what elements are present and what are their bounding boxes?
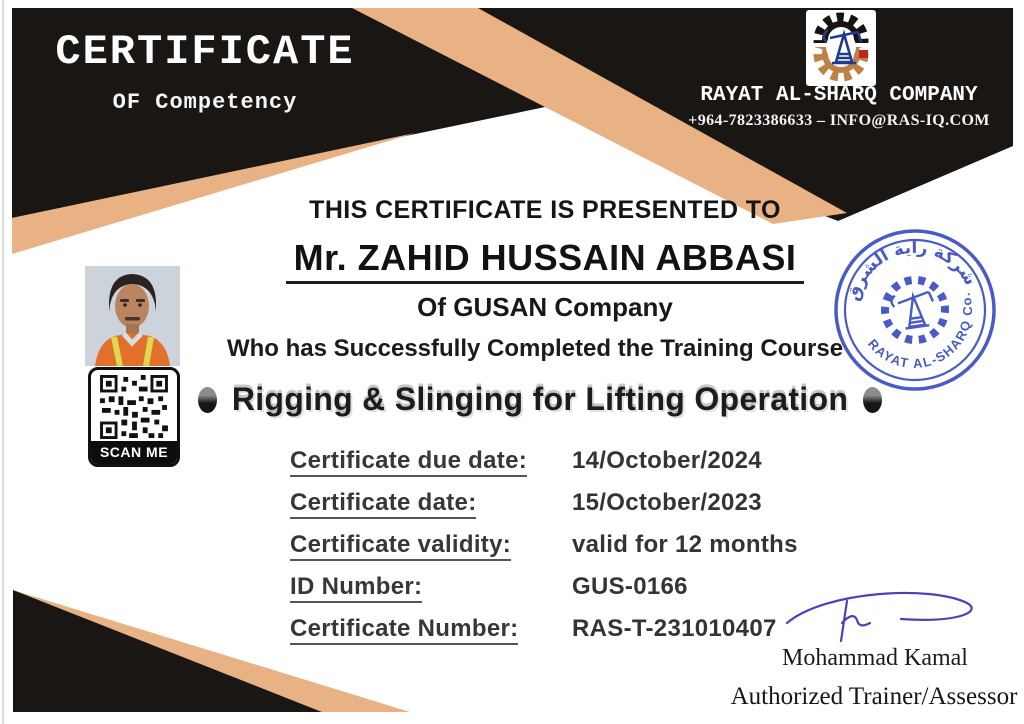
detail-label: Certificate date:	[290, 489, 572, 517]
certificate-details	[290, 447, 850, 657]
signer-name: Mohammad Kamal	[782, 645, 968, 671]
stamp-latin-text: RAYAT AL-SHARQ Co.	[864, 289, 976, 372]
detail-value: GUS-0166	[572, 573, 688, 600]
recipient-name-text: Mr. ZAHID HUSSAIN ABBASI	[286, 237, 805, 284]
detail-label: Certificate validity:	[290, 531, 572, 559]
course-title: Rigging & Slinging for Lifting Operation	[231, 381, 849, 417]
signer-role: Authorized Trainer/Assessor	[730, 683, 1018, 710]
stamp-arabic-text: شركة راية الشرق	[843, 237, 981, 304]
qr-scan-me-label: SCAN ME	[91, 441, 177, 464]
gear-pumpjack-icon	[806, 10, 876, 86]
detail-label: ID Number:	[290, 573, 572, 601]
recipient-company-line: Of GUSAN Company	[417, 292, 673, 322]
company-logo	[806, 10, 876, 86]
certificate-subtitle: OF Competency	[112, 90, 298, 115]
stamp-gear-icon	[881, 276, 949, 344]
signature-handwriting	[775, 583, 1000, 648]
company-stamp	[820, 215, 1010, 405]
completion-line: Who has Successfully Completed the Training Course	[226, 335, 844, 362]
detail-label: Certificate Number:	[290, 615, 572, 643]
presented-to-line: THIS CERTIFICATE IS PRESENTED TO	[309, 196, 781, 224]
detail-row-certificate-number	[290, 615, 850, 644]
detail-row-date	[290, 489, 850, 518]
logo-red-mark	[859, 50, 868, 58]
detail-label: Certificate due date:	[290, 447, 572, 475]
detail-row-id-number	[290, 573, 850, 602]
certificate-title: CERTIFICATE	[55, 28, 355, 76]
detail-value: 15/October/2023	[572, 489, 762, 516]
detail-value: RAS-T-231010407	[572, 615, 777, 642]
detail-row-due-date	[290, 447, 850, 476]
detail-value: valid for 12 months	[572, 531, 798, 558]
detail-value: 14/October/2024	[572, 447, 762, 474]
course-bullet-icon	[198, 387, 217, 413]
company-name: RAYAT AL-SHARQ COMPANY	[700, 84, 978, 107]
scan-edge-artifact	[2, 0, 4, 724]
stamp-pumpjack-icon	[891, 291, 936, 330]
course-title-line	[140, 381, 940, 418]
company-contact: +964-7823386633 – INFO@RAS-IQ.COM	[688, 112, 990, 129]
detail-row-validity	[290, 531, 850, 560]
svg-text:RAYAT AL-SHARQ Co.	[859, 290, 983, 378]
